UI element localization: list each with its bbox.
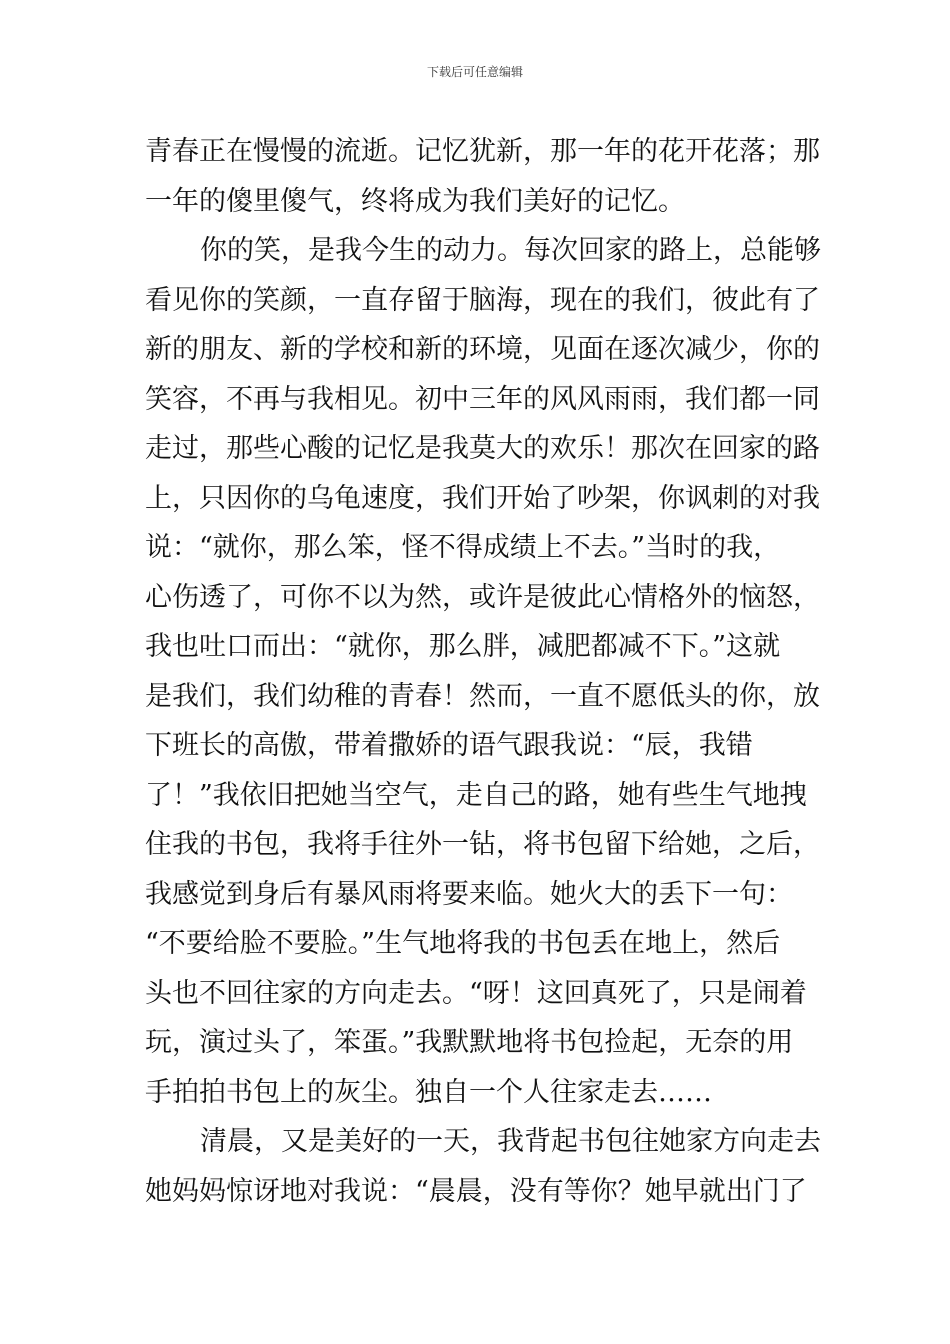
text-line: 说：“就你，那么笨，怪不得成绩上不去。”当时的我， — [145, 532, 781, 563]
text-line: 下班长的高傲，带着撒娇的语气跟我说：“辰，我错 — [145, 730, 753, 761]
text-line: 一年的傻里傻气，终将成为我们美好的记忆。 — [145, 185, 685, 217]
text-line: 看见你的笑颜，一直存留于脑海，现在的我们，彼此有了 — [145, 284, 820, 316]
text-line: 走过，那些心酸的记忆是我莫大的欢乐！那次在回家的路 — [145, 433, 820, 464]
text-line: 新的朋友、新的学校和新的环境，见面在逐次减少，你的 — [145, 334, 820, 365]
text-line: 我感觉到身后有暴风雨将要来临。她火大的丢下一句： — [145, 878, 793, 910]
text-line: 她妈妈惊讶地对我说：“晨晨，没有等你？她早就出门了 — [145, 1175, 807, 1207]
text-line: “不要给脸不要脸。”生气地将我的书包丢在地上，然后 — [145, 928, 781, 959]
paragraph-start-line: 你的笑，是我今生的动力。每次回家的路上，总能够 — [200, 235, 821, 266]
text-line: 是我们，我们幼稚的青春！然而，一直不愿低头的你，放 — [145, 680, 820, 712]
text-line: 笑容，不再与我相见。初中三年的风风雨雨，我们都一同 — [145, 383, 820, 415]
text-line: 了！”我依旧把她当空气，走自己的路，她有些生气地拽 — [145, 779, 807, 811]
text-line: 上，只因你的乌龟速度，我们开始了吵架，你讽刺的对我 — [145, 482, 820, 514]
page-header: 下载后可任意编辑 — [426, 65, 523, 79]
document-body — [145, 127, 821, 1216]
text-line: 头也不回往家的方向走去。“呀！这回真死了，只是闹着 — [145, 977, 807, 1009]
text-line: 青春正在慢慢的流逝。记忆犹新，那一年的花开花落；那 — [145, 136, 820, 167]
text-line: 我也吐口而出：“就你，那么胖，减肥都减不下。”这就 — [145, 631, 781, 662]
text-line: 住我的书包，我将手往外一钻，将书包留下给她，之后， — [145, 829, 820, 860]
text-line: 手拍拍书包上的灰尘。独自一个人往家走去…… — [145, 1076, 712, 1108]
paragraph-start-line: 清晨，又是美好的一天，我背起书包往她家方向走去 — [200, 1126, 821, 1157]
text-line: 玩，演过头了，笨蛋。”我默默地将书包捡起，无奈的用 — [145, 1027, 794, 1058]
text-line: 心伤透了，可你不以为然，或许是彼此心情格外的恼怒， — [145, 581, 820, 613]
